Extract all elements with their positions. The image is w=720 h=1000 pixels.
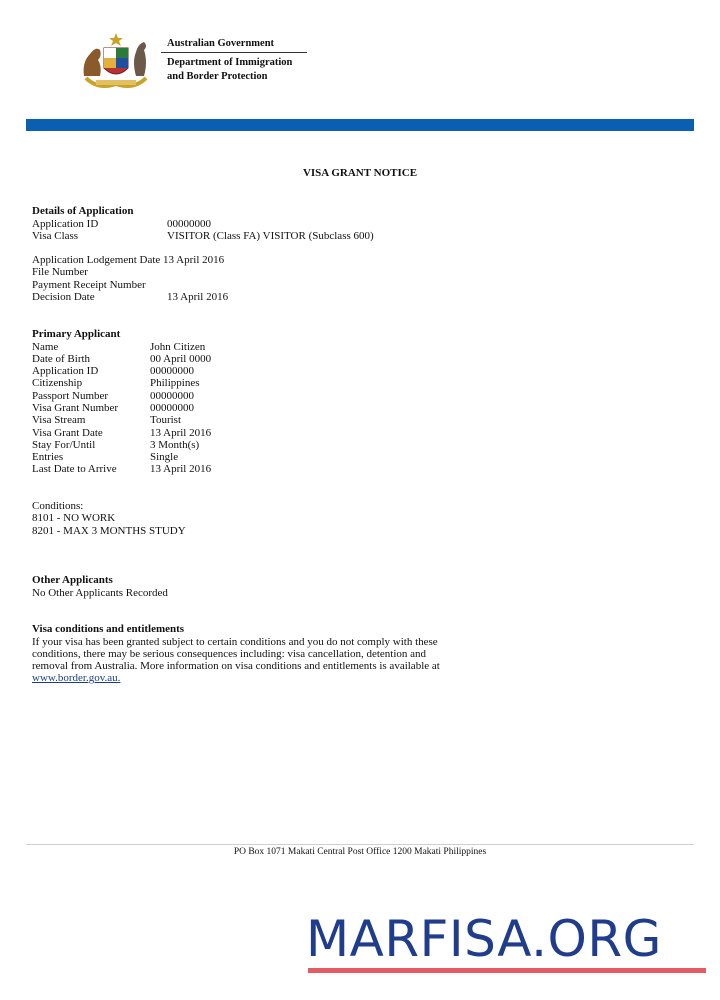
- government-name: Australian Government: [161, 38, 307, 53]
- field-label: Visa Stream: [32, 414, 86, 427]
- conditions-heading: Conditions:: [32, 500, 84, 512]
- field-value: 13 April 2016: [150, 426, 212, 439]
- field-label: Date of Birth: [32, 352, 91, 365]
- entitlements-text: If your visa has been granted subject to certain conditions and you do not comply with these conditions, there may be serious consequences including: visa cancellation, detention and removal from Australia. More information on visa conditions and entitlements is available at: [32, 635, 440, 673]
- field-label: Application ID: [32, 217, 99, 230]
- entitlements-heading: Visa conditions and entitlements: [32, 623, 185, 635]
- field-value: Philippines: [150, 377, 200, 390]
- field-label: Name: [32, 340, 59, 353]
- applicant-row: [32, 463, 211, 475]
- department-line-1: Department of Immigration: [167, 57, 293, 68]
- details-heading: Details of Application: [32, 205, 134, 217]
- field-label: Entries: [32, 451, 64, 464]
- footer-address: PO Box 1071 Makati Central Post Office 1200 Makati Philippines: [233, 847, 487, 857]
- footer-divider: [26, 844, 694, 845]
- field-value: 13 April 2016: [150, 463, 212, 476]
- applicant-row: [32, 414, 211, 426]
- applicant-row: [32, 439, 211, 451]
- field-label: Visa Class: [32, 229, 79, 242]
- field-label: Decision Date: [32, 290, 95, 303]
- entitlements-section: [32, 623, 442, 685]
- applicant-row: [32, 365, 211, 377]
- other-applicants-heading: Other Applicants: [32, 574, 113, 586]
- field-value: John Citizen: [150, 340, 206, 353]
- decision-row: [32, 291, 228, 303]
- details-section: [32, 205, 374, 242]
- applicant-row: [32, 353, 211, 365]
- file-number-label: File Number: [32, 266, 88, 279]
- applicant-row: [32, 402, 211, 414]
- condition-item: 8201 - MAX 3 MONTHS STUDY: [32, 524, 186, 537]
- applicant-row: [32, 390, 211, 402]
- field-label: Last Date to Arrive: [32, 463, 117, 476]
- other-applicants-text: No Other Applicants Recorded: [32, 586, 168, 599]
- page-title: VISA GRANT NOTICE: [302, 167, 418, 179]
- primary-applicant-section: [32, 328, 211, 476]
- conditions-section: [32, 500, 186, 537]
- field-value: 13 April 2016: [167, 290, 229, 303]
- field-value: 00 April 0000: [150, 352, 212, 365]
- applicant-row: [32, 451, 211, 463]
- details-row: [32, 230, 374, 242]
- coat-of-arms-icon: [78, 32, 154, 90]
- header-bar: [26, 119, 694, 131]
- lodgement-date: Application Lodgement Date 13 April 2016: [32, 254, 225, 266]
- field-value: 3 Month(s): [150, 438, 200, 451]
- field-label: Stay For/Until: [32, 438, 96, 451]
- watermark-underline: [308, 968, 706, 973]
- other-applicants-section: [32, 574, 168, 599]
- field-value: Single: [150, 451, 179, 464]
- department-line-2: and Border Protection: [167, 71, 268, 82]
- field-value: 00000000: [150, 365, 194, 378]
- border-website-link[interactable]: www.border.gov.au.: [32, 672, 121, 685]
- applicant-row: [32, 377, 211, 389]
- watermark-logo: MARFISA.ORG: [306, 910, 662, 968]
- field-label: Visa Grant Number: [32, 401, 119, 414]
- field-label: Visa Grant Date: [32, 426, 103, 439]
- field-label: Application ID: [32, 365, 99, 378]
- field-label: Citizenship: [32, 377, 83, 390]
- applicant-row: [32, 341, 211, 353]
- condition-item: 8101 - NO WORK: [32, 512, 116, 525]
- field-value: 00000000: [150, 389, 194, 402]
- field-value: VISITOR (Class FA) VISITOR (Subclass 600): [167, 229, 374, 242]
- payment-receipt-label: Payment Receipt Number: [32, 278, 146, 291]
- field-value: 00000000: [167, 217, 211, 230]
- field-value: 00000000: [150, 401, 194, 414]
- details-row: [32, 218, 374, 230]
- details-extra: [32, 254, 228, 303]
- field-label: Passport Number: [32, 389, 109, 402]
- field-value: Tourist: [150, 414, 182, 427]
- applicant-row: [32, 427, 211, 439]
- primary-applicant-heading: Primary Applicant: [32, 328, 121, 340]
